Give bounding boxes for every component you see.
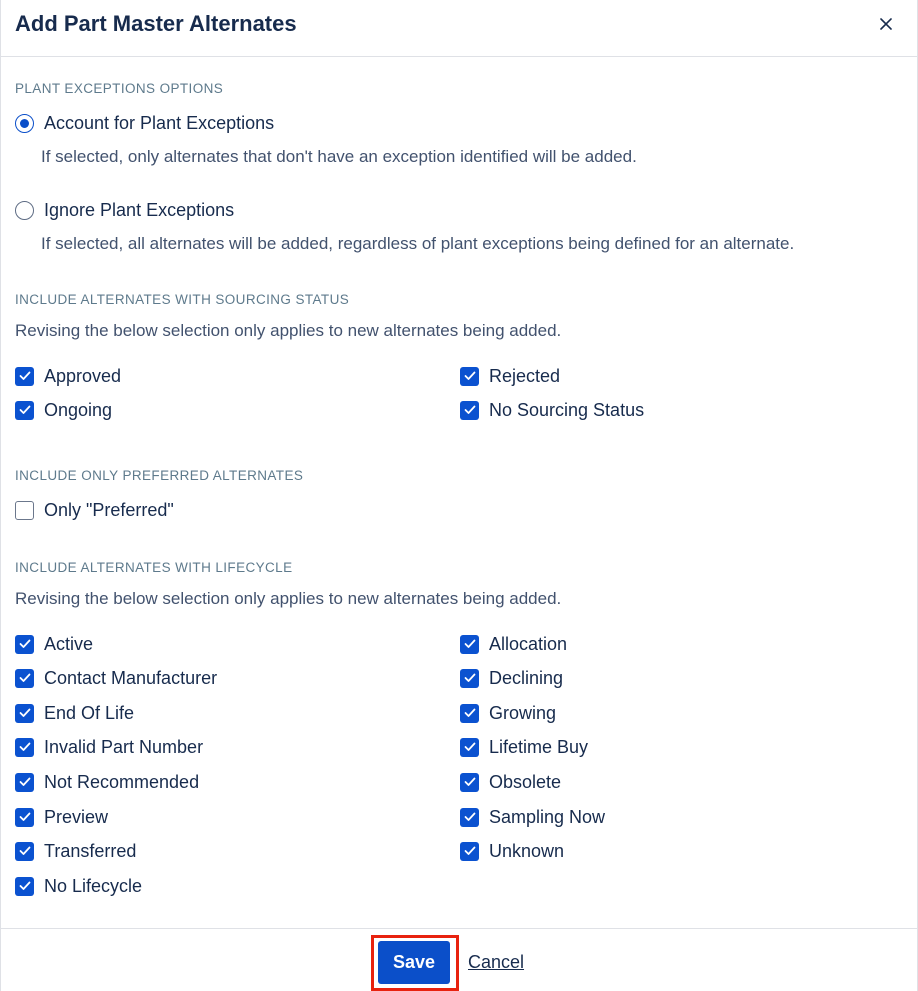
checkbox-checked-icon[interactable] [460,669,479,688]
dialog-footer [1,928,918,991]
radio-description: If selected, all alternates will be added, regardless of plant exceptions being defined for an alternate. [41,234,795,253]
checkbox-label: Obsolete [489,771,562,792]
checkbox-checked-icon[interactable] [460,738,479,757]
checkbox-unchecked-icon[interactable] [15,501,34,520]
checkbox-label: Preview [44,806,109,827]
checkbox-label: Growing [489,702,557,723]
checkbox-label: No Lifecycle [44,875,143,896]
preferred-heading: INCLUDE ONLY PREFERRED ALTERNATES [15,468,304,483]
plant-exceptions-heading: PLANT EXCEPTIONS OPTIONS [15,81,224,96]
checkbox-label: Invalid Part Number [44,736,204,757]
checkbox-label: Not Recommended [44,771,200,792]
radio-unselected-icon[interactable] [15,201,34,220]
cancel-link[interactable]: Cancel [468,952,525,972]
checkbox-end-of-life[interactable] [15,701,134,725]
checkbox-label: Declining [489,667,564,688]
radio-selected-icon[interactable] [15,114,34,133]
checkbox-checked-icon[interactable] [15,877,34,896]
checkbox-checked-icon[interactable] [15,738,34,757]
checkbox-obsolete[interactable] [460,770,561,794]
radio-account-plant-exceptions[interactable] [15,111,274,135]
radio-ignore-plant-exceptions[interactable] [15,198,234,222]
radio-label: Ignore Plant Exceptions [44,199,235,220]
checkbox-label: Active [44,633,94,654]
checkbox-checked-icon[interactable] [460,401,479,420]
checkbox-transferred[interactable] [15,839,136,863]
checkbox-declining[interactable] [460,666,563,690]
checkbox-sampling-now[interactable] [460,805,605,829]
checkbox-no-lifecycle[interactable] [15,874,142,898]
checkbox-ongoing[interactable] [15,398,112,422]
checkbox-growing[interactable] [460,701,556,725]
lifecycle-helper: Revising the below selection only applies to new alternates being added. [15,589,562,608]
checkbox-checked-icon[interactable] [15,773,34,792]
checkbox-contact-manufacturer[interactable] [15,666,217,690]
checkbox-label: Only "Preferred" [44,499,174,520]
checkbox-checked-icon[interactable] [460,808,479,827]
dialog-title: Add Part Master Alternates [15,11,297,36]
checkbox-not-recommended[interactable] [15,770,199,794]
checkbox-unknown[interactable] [460,839,564,863]
checkbox-label: Contact Manufacturer [44,667,218,688]
checkbox-only-preferred[interactable] [15,498,174,522]
sourcing-status-heading: INCLUDE ALTERNATES WITH SOURCING STATUS [15,292,350,307]
checkbox-allocation[interactable] [460,632,567,656]
checkbox-checked-icon[interactable] [15,842,34,861]
checkbox-label: Lifetime Buy [489,736,589,757]
checkbox-checked-icon[interactable] [460,842,479,861]
checkbox-checked-icon[interactable] [15,401,34,420]
checkbox-label: Approved [44,365,122,386]
checkbox-checked-icon[interactable] [15,808,34,827]
checkbox-label: End Of Life [44,702,135,723]
checkbox-checked-icon[interactable] [15,704,34,723]
checkbox-label: Unknown [489,840,565,861]
save-button[interactable]: Save [378,941,450,984]
checkbox-label: Sampling Now [489,806,606,827]
lifecycle-heading: INCLUDE ALTERNATES WITH LIFECYCLE [15,560,293,575]
checkbox-no-sourcing-status[interactable] [460,398,644,422]
checkbox-active[interactable] [15,632,93,656]
checkbox-approved[interactable] [15,364,121,388]
checkbox-label: Transferred [44,840,137,861]
close-button[interactable] [874,12,898,36]
radio-label: Account for Plant Exceptions [44,112,275,133]
checkbox-label: No Sourcing Status [489,399,645,420]
checkbox-checked-icon[interactable] [15,367,34,386]
checkbox-checked-icon[interactable] [15,635,34,654]
checkbox-checked-icon[interactable] [460,367,479,386]
checkbox-label: Allocation [489,633,568,654]
checkbox-lifetime-buy[interactable] [460,735,588,759]
close-icon [880,18,892,30]
sourcing-status-helper: Revising the below selection only applies to new alternates being added. [15,321,562,340]
checkbox-checked-icon[interactable] [460,704,479,723]
checkbox-checked-icon[interactable] [15,669,34,688]
radio-description: If selected, only alternates that don't have an exception identified will be added. [41,147,637,166]
checkbox-label: Rejected [489,365,561,386]
checkbox-checked-icon[interactable] [460,635,479,654]
checkbox-checked-icon[interactable] [460,773,479,792]
checkbox-invalid-part-number[interactable] [15,735,203,759]
checkbox-label: Ongoing [44,399,113,420]
checkbox-preview[interactable] [15,805,108,829]
checkbox-rejected[interactable] [460,364,560,388]
dialog-header [1,0,918,57]
